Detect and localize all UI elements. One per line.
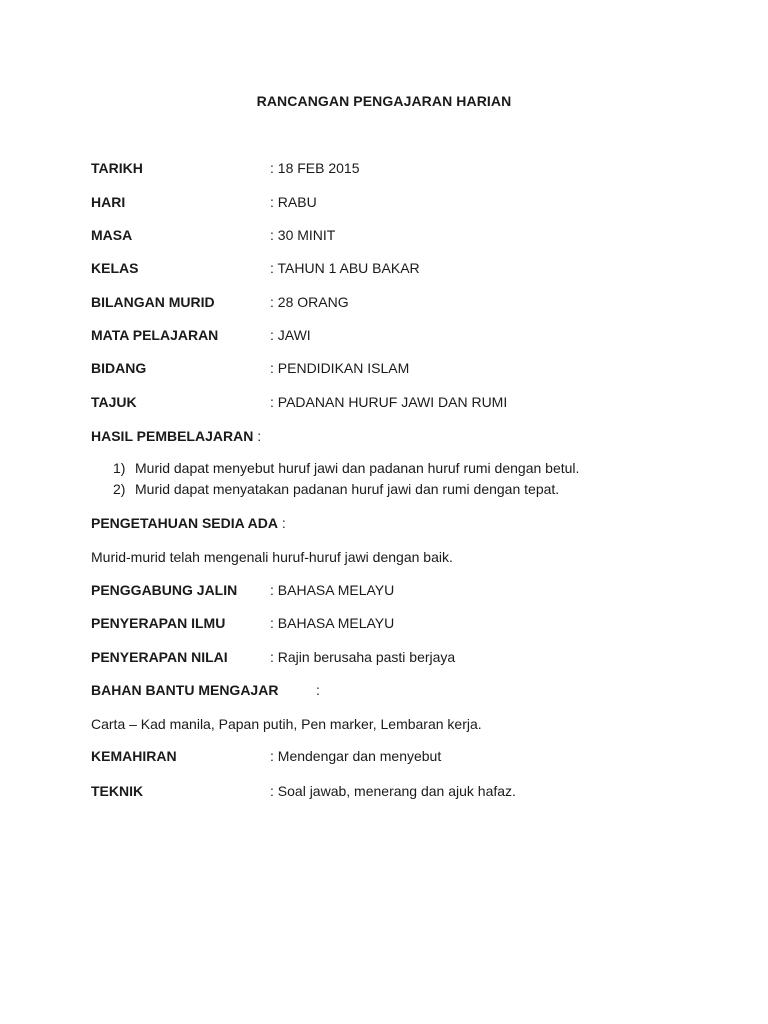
field-value: : Rajin berusaha pasti berjaya [270,649,456,665]
list-item [113,479,733,500]
field-penggabung-jalin [91,580,731,600]
list-item [113,458,733,479]
field-label: KELAS [91,260,139,276]
section-colon: : [253,428,262,444]
field-value: : TAHUN 1 ABU BAKAR [270,260,420,276]
field-value: : Mendengar dan menyebut [270,748,442,764]
field-teknik [91,781,731,801]
section-colon: : [277,515,286,531]
field-value: : 28 ORANG [270,294,349,310]
field-value: : 30 MINIT [270,227,336,243]
list-text: Murid dapat menyebut huruf jawi dan padanan huruf rumi dengan betul. [135,460,580,476]
field-value: : JAWI [270,327,311,343]
field-penyerapan-ilmu [91,613,731,633]
list-text: Murid dapat menyatakan padanan huruf jawi dan rumi dengan tepat. [135,481,560,497]
list-number: 1) [113,460,126,476]
field-masa [91,225,731,245]
field-label: HARI [91,194,126,210]
field-label: KEMAHIRAN [91,748,177,764]
field-tarikh [91,158,731,178]
field-label: TAJUK [91,394,137,410]
field-value: : Soal jawab, menerang dan ajuk hafaz. [270,783,516,799]
field-label: TEKNIK [91,783,144,799]
section-label: PENGETAHUAN SEDIA ADA [91,515,278,531]
pengetahuan-text: Murid-murid telah mengenali huruf-huruf jawi dengan baik. [91,549,453,565]
field-mata-pelajaran [91,325,731,345]
field-bilangan-murid [91,292,731,312]
field-label: PENYERAPAN ILMU [91,615,226,631]
field-value: : PENDIDIKAN ISLAM [270,360,410,376]
field-kemahiran [91,746,731,766]
field-hari [91,192,731,212]
field-value: : RABU [270,194,317,210]
field-value: : 18 FEB 2015 [270,160,360,176]
section-label: BAHAN BANTU MENGAJAR [91,682,279,698]
field-kelas [91,258,731,278]
section-pengetahuan-sedia-ada [91,513,731,533]
field-value: : PADANAN HURUF JAWI DAN RUMI [270,394,508,410]
list-number: 2) [113,481,126,497]
field-value: : BAHASA MELAYU [270,615,395,631]
field-label: PENGGABUNG JALIN [91,582,238,598]
section-hasil-pembelajaran [91,426,731,446]
section-bahan-bantu-mengajar [91,680,731,700]
field-label: MATA PELAJARAN [91,327,219,343]
page-title: RANCANGAN PENGAJARAN HARIAN [256,93,512,109]
field-value: : BAHASA MELAYU [270,582,395,598]
section-label: HASIL PEMBELAJARAN [91,428,254,444]
section-colon: : [316,682,320,698]
field-label: MASA [91,227,133,243]
field-tajuk [91,392,731,412]
field-label: BILANGAN MURID [91,294,215,310]
field-label: PENYERAPAN NILAI [91,649,228,665]
objectives-list [113,458,733,500]
field-label: BIDANG [91,360,147,376]
field-label: TARIKH [91,160,143,176]
bahan-text: Carta – Kad manila, Papan putih, Pen marker, Lembaran kerja. [91,716,482,732]
field-penyerapan-nilai [91,647,731,667]
field-bidang [91,358,731,378]
